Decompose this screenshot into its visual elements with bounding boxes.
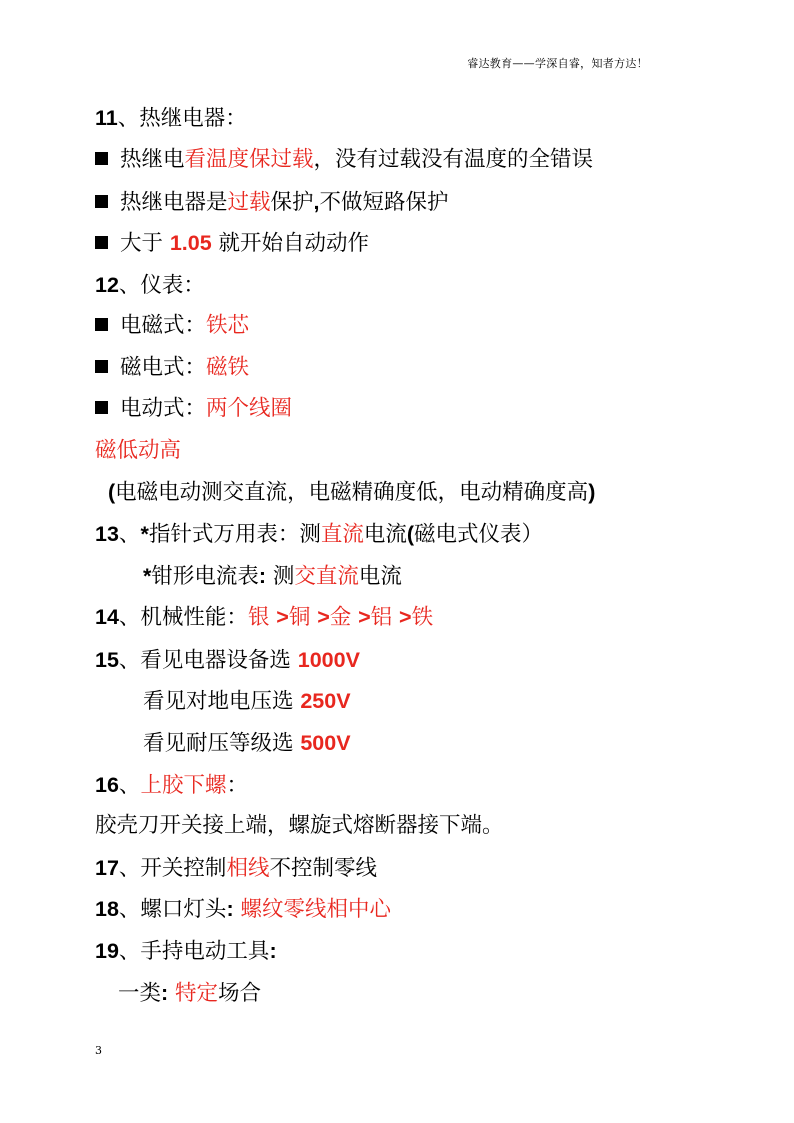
text-run: 热继电器是 [120,190,228,215]
highlight-text: 相线 [226,856,270,881]
text-line [108,477,595,508]
square-bullet-icon [95,360,108,373]
text-line [95,602,433,633]
text-run: 17 [95,856,119,880]
text-run: 测 [266,564,295,589]
highlight-text: 铝 [370,605,399,630]
highlight-text: > [399,605,412,629]
text-line [143,728,351,759]
text-run: * [140,522,149,546]
text-run: ) [588,480,596,504]
highlight-text: 磁铁 [206,355,250,380]
text-run: 热继电 [120,147,185,172]
text-run: : [226,897,234,921]
text-line [143,561,402,592]
text-run: ： [226,773,248,798]
highlight-text: 铁芯 [206,313,250,338]
text-run: 指针式万用表：测 [148,522,321,547]
highlight-text: > [276,605,289,629]
text-run: 保护 [270,190,314,215]
text-run: 电流 [358,564,402,589]
text-run: : [161,981,169,1005]
text-line [95,311,249,341]
text-run: ( [406,522,415,546]
text-run: 看见对地电压选 [143,689,301,714]
text-line [95,853,377,884]
highlight-text: 铜 [288,605,318,630]
highlight-text: 1000V [297,648,360,672]
text-run: 胶壳刀开关接上端，螺旋式熔断器接下端。 [95,813,504,838]
square-bullet-icon [95,152,108,165]
text-run: 、 [118,522,141,547]
text-line [95,436,181,466]
highlight-text: 看温度保过载 [184,147,314,172]
text-run: 13 [95,522,119,546]
text-run: 15 [95,648,119,672]
text-run: 钳形电流表 [151,564,259,589]
text-run: ( [108,480,116,504]
highlight-text: 上胶下螺 [140,773,227,798]
highlight-text: 金 [329,605,359,630]
text-run: 18 [95,897,119,921]
text-run: 看见耐压等级选 [143,731,301,756]
text-line [95,894,391,925]
highlight-text: 两个线圈 [206,396,293,421]
highlight-text: 500V [300,731,351,755]
text-run: : [269,939,277,963]
text-run: 一类 [118,981,162,1006]
highlight-text: > [317,605,330,629]
text-run: 场合 [218,981,262,1006]
text-run: 就开始自动动作 [211,231,370,256]
text-run: 12 [95,273,119,297]
text-run: 大于 [120,231,170,256]
text-line [95,270,205,301]
square-bullet-icon [95,318,108,331]
text-run: 电动式： [120,396,207,421]
text-run: 不做短路保护 [319,190,449,215]
highlight-text: 交直流 [294,564,359,589]
text-run: 、看见电器设备选 [118,648,298,673]
text-line [95,936,277,967]
text-line [95,187,449,218]
text-line [118,978,261,1009]
text-run: 不控制零线 [269,856,377,881]
text-run: 、手持电动工具 [118,939,270,964]
text-run: , [313,190,320,214]
text-run: 、 [118,773,141,798]
text-line [95,145,593,175]
text-run: 14 [95,605,119,629]
text-line [95,811,504,841]
highlight-text: 过载 [227,190,271,215]
text-line [95,645,360,676]
square-bullet-icon [95,401,108,414]
text-run: : [258,564,267,588]
text-line [95,103,247,134]
square-bullet-icon [95,195,108,208]
text-line [95,353,249,383]
highlight-text: 250V [300,689,351,713]
highlight-text: 铁 [411,605,434,630]
highlight-text: > [358,605,371,629]
text-run: 11 [95,106,118,130]
text-run: 、螺口灯头 [118,897,227,922]
highlight-text: 特定 [175,981,219,1006]
text-run: 16 [95,773,119,797]
text-line [143,686,351,717]
text-run: 电流 [363,522,407,547]
text-run: 磁电式： [120,355,207,380]
text-line [95,394,292,424]
highlight-text: 磁低动高 [95,438,182,463]
page-number: 3 [95,1044,102,1057]
text-run: ，没有过载没有温度的全错误 [313,147,594,172]
highlight-text: 1.05 [169,231,212,255]
text-line [95,228,369,259]
highlight-text: 银 [247,605,277,630]
text-run [168,981,175,1006]
text-run: 电磁式： [120,313,207,338]
text-line [95,519,543,550]
highlight-text: 直流 [320,522,364,547]
text-run: 、开关控制 [118,856,227,881]
text-run: 电磁电动测交直流，电磁精确度低，电动精确度高 [115,480,589,505]
text-run: 磁电式仪表） [414,522,544,547]
text-run: 、仪表： [118,273,205,298]
text-run: 19 [95,939,119,963]
text-line [95,770,248,801]
text-run: * [143,564,152,588]
text-run: 、热继电器： [117,106,247,131]
text-run: 、机械性能： [118,605,248,630]
page-header: 睿达教育——学深自睿，知者方达！ [467,57,648,70]
square-bullet-icon [95,236,108,249]
highlight-text: 螺纹零线相中心 [240,897,391,922]
